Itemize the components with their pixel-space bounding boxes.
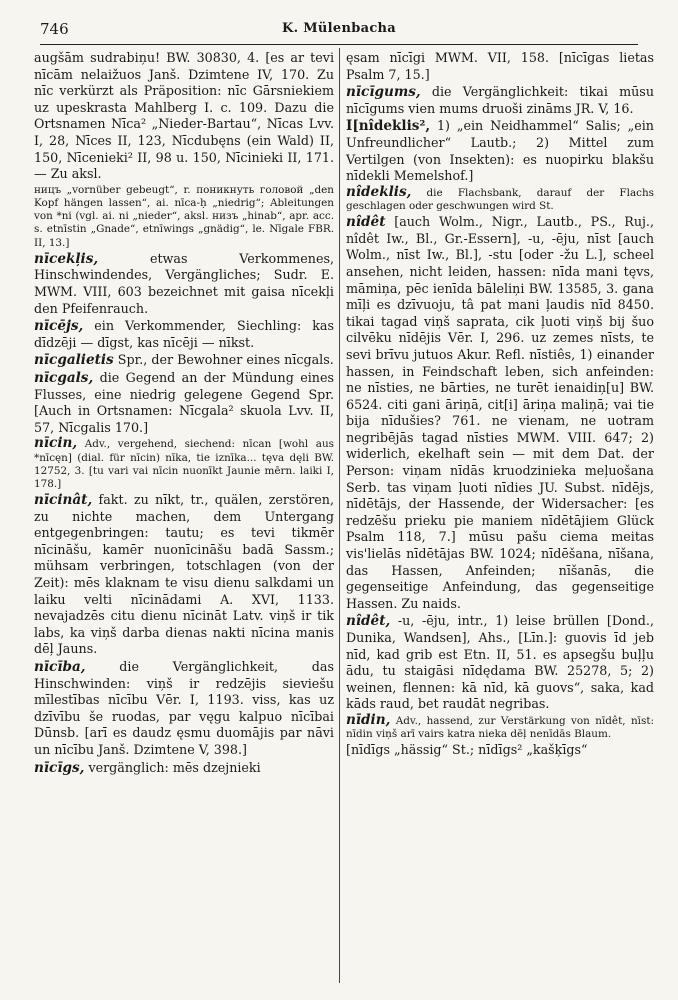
dictionary-entry [34, 318, 334, 351]
entry-headword: nīcin, [34, 435, 78, 452]
entry-body: die Vergänglichkeit: tikai mūsu nīcīgums vien mums druoši zināms JR. V, 16. [346, 84, 654, 116]
dictionary-entry [34, 492, 334, 658]
running-title: K. Mülenbacha [281, 21, 397, 36]
page-header [40, 18, 638, 45]
dictionary-entry [34, 251, 334, 317]
entry-body: ein Verkommender, Siechling: kas dīdzēji — dīgst, kas nīcēji — nīkst. [34, 318, 334, 350]
dictionary-entry [346, 613, 654, 713]
dictionary-entry [34, 352, 334, 369]
entry-body: Spr., der Bewohner eines nīcgals. [117, 352, 334, 368]
entry-headword: nīcekļis, [34, 250, 99, 267]
entry-body: 1) „ein Neidhammel“ Salis; „ein Unfreundlicher“ Lautb.; 2) Mittel zum Vertilgen (von Insekten): es nuopirku blakšu nīdekli Memelshof.] [346, 118, 654, 184]
entry-body: Adv., vergehend, siechend: nīcan [wohl aus *nīcęn] (dial. für nīcin) nīka, tie iznīka... tęva dęli BW. 12752, 3. [tu vari vai nīcin nuonīkt Jaunie mērn. laiki I, 178.] [34, 438, 334, 490]
entry-headword: nīcgalietis [34, 352, 114, 369]
entry-headword: nîdêt [346, 214, 386, 231]
entry-headword: nīdin, [346, 711, 391, 728]
entry-paragraph: ęsam nīcīgi MWM. VII, 158. [nīcīgas lietas Psalm 7, 15.] [346, 50, 654, 82]
dictionary-entry [346, 84, 654, 117]
entry-paragraph: ницъ „vornüber gebeugt“, r. поникнуть головой „den Kopf hängen lassen“, ai. nīca-ḥ „niedrig“; Ableitungen von *ni (vgl. ai. ni „nieder“, aksl. низъ „hinab“, apr. acc. s. etnīstin „Gnade“, etnīwings „gnädig“, le. Nīgale FBR. II, 13.] [34, 183, 334, 249]
entry-headword: I[nîdeklis², [346, 118, 431, 135]
entry-headword: nīcgals, [34, 369, 94, 386]
entry-body: vergänglich: mēs dzejnieki [88, 759, 261, 775]
entry-body: Adv., hassend, zur Verstärkung von nīdêt, nīst: nīdin viņš arī vairs katra nieka dēļ nenīdās Blaum. [346, 714, 655, 741]
entry-headword: nīcīgums, [346, 84, 421, 101]
left-column [34, 50, 334, 777]
dictionary-entry [34, 437, 334, 491]
entry-body: die Vergänglichkeit, das Hinschwinden: viņš ir redzējis sieviešu mīlestības nīcību Vēr. I, 1193. viss, kas uz dzīvību še ruodas, par vęgu kalpuo nīcībai Dūnsb. [arī es daudz ęsmu duomājis par nāvi un nīcību Janš. Dzimtene V, 398.] [34, 659, 334, 758]
right-column [346, 50, 654, 760]
entry-paragraph: augšām sudrabiņu! BW. 30830, 4. [es ar tevi nīcām nelaižuos Janš. Dzimtene IV, 170. Zu nīc verkürzt als Präposition: nīc Gārsniekiem uz upeskrasta Mahlberg I. c. 109. Dazu die Ortsnamen Nīca² „Nieder-Bartau“, Nīcas Lvv. I, 28, Nīces II, 123, Nīcdubęns (ein Wald) II, 150, Nīcenieki² II, 98 u. 150, Nīcinieki II, 171. — Zu aksl. [34, 50, 334, 182]
entry-headword: nīcīgs, [34, 759, 85, 776]
entry-body: die Gegend an der Mündung eines Flusses, eine niedrig gelegene Gegend Spr. [Auch in Ortsnamen: Nīcgala² skuola Lvv. II, 57, Nīcgalis 170.] [34, 369, 334, 435]
dictionary-entry [34, 760, 334, 777]
entry-headword: nîdeklis, [346, 183, 412, 200]
entry-headword: nīcējs, [34, 318, 84, 335]
entry-headword: nīcība, [34, 659, 86, 676]
dictionary-entry [34, 659, 334, 759]
dictionary-entry [346, 711, 655, 741]
entry-headword: nīcinât, [34, 492, 93, 509]
dictionary-entry [346, 118, 654, 184]
entry-paragraph: [nīdīgs „hässig“ St.; nīdīgs² „kašķīgs“ [346, 742, 588, 758]
column-divider [339, 48, 340, 983]
entry-body: fakt. zu nīkt, tr., quälen, zerstören, zu nichte machen, dem Untergang entgegenbringen: tautu; es tevi tikmēr nīcināšu, kamēr nuonīcināšu badā Sassm.; mühsam verbringen, totschlagen (von der Zeit): mēs klaknam te visu dienu salkdami un laiku velti nīcinādami A. XVI, 1133. nevajadzēs citu dienu nīcināt Latv. viņš ir tik labs, ka viņš darba dienas nakti nīcina manis dēļ Jauns. [34, 492, 334, 657]
entry-body: die Flachsbank, darauf der Flachs geschlagen oder geschwungen wird St. [346, 186, 654, 212]
dictionary-entry [34, 370, 334, 436]
entry-body: [auch Wolm., Nigr., Lautb., PS., Ruj., nîdêt Iw., Bl., Gr.-Essern], -u, -ēju, nīst [auch Wolm., nīst Iw., Bl.], -stu [oder -žu L.], scheel ansehen, nicht leiden, hassen: nīda mani tęvs, māmiņa, pēc ienīda bāleliņi BW. 13585, 3. gana mīļi es dzīvuoju, tâ pat mani ļaudis nīd 8450. tikai tagad viņš saprata, cik ļuoti viņš bij šuo cilvēku nīdējis Vēr. I, 296. uz zemes nīsts, te sevi brīvu jutuos Akur. Refl. nīstiês, 1) einander hassen, in Feindschaft leben, sich anfeinden: ne nīsties, ne bārties, ne turēt ienaidiņ[u] BW. 6524. citi gani āriņā, cit[i] āriņa maliņā; vai tie bija nīdušies? 761. ne vienam, ne uotram negribējās tagad nīsties MWM. VIII. 647; 2) widerlich, ekelhaft sein — mit dem Dat. der Person: viņam nīdās kruodzinieka meļuošana Serb. tas viņam ļuoti nīdies JU. Subst. nīdējs, nīdētājs, der Hassende, der Widersacher: [es redzēšu prieku pie maniem nīdētājiem Glück Psalm 118, 7.] mūsu pašu ciema meitas vis'lielās nīdētājas BW. 1024; nīdēšana, nīšana, das Hassen, Anfeinden; nīšanās, die gegenseitige Anfeindung, das gegenseitige Hassen. Zu naids. [346, 214, 654, 611]
dictionary-entry [346, 183, 654, 213]
dictionary-entry [346, 214, 654, 612]
entry-body: -u, -ēju, intr., 1) leise brüllen [Dond., Dunika, Wandsen], Ahs., [Līn.]: guovis īd jeb nīd, kad grib est Etn. II, 51. es apsegšu buļļu ādu, tu staigāsi nīdędama BW. 25278, 5; 2) weinen, flennen: kā nīd, kā guovs“, saka, kad kāds raud, bet raudāt negribas. [346, 613, 654, 712]
page-number: 746 [40, 20, 69, 38]
entry-headword: nîdêt, [346, 613, 391, 630]
entry-body: etwas Verkommenes, Hinschwindendes, Vergängliches; Sudr. E. MWM. VIII, 603 bezeichnet mit gaisa nīcekļi den Pfeifenrauch. [34, 250, 334, 316]
